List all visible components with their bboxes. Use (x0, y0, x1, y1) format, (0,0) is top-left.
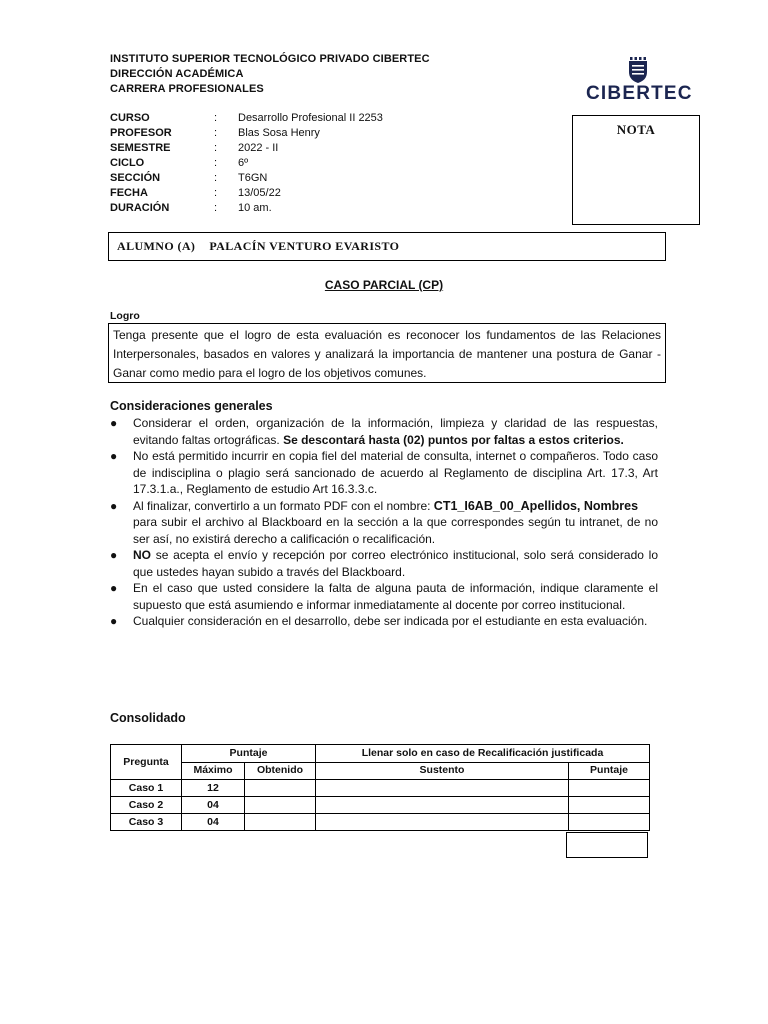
list-item (110, 547, 658, 580)
exam-title-text: CASO PARCIAL (CP) (324, 278, 444, 292)
considerations-list (110, 415, 658, 630)
row-puntaje (569, 797, 650, 814)
item-text: Al finalizar, convertirlo a un formato PDF con el nombre: (133, 498, 434, 513)
list-item (110, 415, 658, 448)
table-header-row (111, 745, 650, 763)
bullet-icon: ● (110, 581, 118, 595)
logo-text: CIBERTEC (586, 83, 693, 104)
logro-text: Tenga presente que el logro de esta evaluación es reconocer los fundamentos de las Relaciones Interpersonales, basados en valores y analizará la importancia de mantener una postura de Ganar - Ganar como medio para el logro de los objetivos comunes. (108, 323, 666, 383)
info-separator: : (214, 112, 218, 124)
item-text-bold: Se descontará hasta (02) puntos por faltas a estos criterios. (283, 432, 624, 447)
career-name: CARRERA PROFESIONALES (110, 83, 264, 95)
info-separator: : (214, 127, 218, 139)
row-obtenido (245, 780, 316, 797)
item-text: Considerar el orden, organización de la información, limpieza y claridad de las respuestas, evitando faltas ortográficas. (133, 416, 658, 447)
item-text: Cualquier consideración en el desarrollo, debe ser indicada por el estudiante en esta evaluación. (133, 614, 648, 628)
info-separator: : (214, 202, 218, 214)
list-item (110, 498, 658, 548)
col-puntaje: Puntaje (182, 745, 316, 763)
table-subheader-row (111, 762, 650, 780)
col-recalificacion: Llenar solo en caso de Recalificación justificada (316, 745, 650, 763)
row-obtenido (245, 814, 316, 831)
bullet-icon: ● (110, 548, 118, 562)
row-sustento (316, 797, 569, 814)
info-label: SEMESTRE (110, 142, 171, 154)
row-pregunta: Caso 2 (111, 797, 182, 814)
item-text: No está permitido incurrir en copia fiel del material de consulta, internet o compañeros. Todo caso de indisciplina o plagio será sancionado de acuerdo al Reglamento de disciplina Art. 17.3, Art 17.3.1.a., Reglamento de estudio Art 16.3.3.c. (133, 449, 658, 496)
file-name: CT1_I6AB_00_Apellidos, Nombres (433, 498, 639, 513)
info-value: Blas Sosa Henry (238, 127, 320, 139)
score-table (110, 744, 650, 831)
col-obtenido: Obtenido (245, 762, 316, 780)
row-puntaje (569, 814, 650, 831)
col-maximo: Máximo (182, 762, 245, 780)
info-value: 2022 - II (238, 142, 279, 154)
list-item (110, 448, 658, 498)
nota-label: NOTA (616, 122, 656, 137)
nota-box (572, 115, 700, 225)
info-label: CICLO (110, 157, 145, 169)
table-row (111, 780, 650, 797)
item-text-bold: NO (133, 548, 151, 562)
col-puntaje-recal: Puntaje (569, 762, 650, 780)
student-name: PALACÍN VENTURO EVARISTO (209, 239, 400, 253)
info-value: 13/05/22 (238, 187, 281, 199)
list-item (110, 613, 658, 630)
info-label: FECHA (110, 187, 148, 199)
row-sustento (316, 814, 569, 831)
crest-icon (626, 56, 650, 84)
row-maximo: 04 (182, 814, 245, 831)
row-obtenido (245, 797, 316, 814)
row-sustento (316, 780, 569, 797)
bullet-icon: ● (110, 498, 118, 513)
logro-label: Logro (110, 310, 140, 322)
info-separator: : (214, 187, 218, 199)
direction-name: DIRECCIÓN ACADÉMICA (110, 68, 244, 80)
info-label: CURSO (110, 112, 150, 124)
row-maximo: 12 (182, 780, 245, 797)
student-label: ALUMNO (A) (117, 239, 196, 253)
row-pregunta: Caso 3 (111, 814, 182, 831)
exam-title (0, 278, 768, 292)
institution-name: INSTITUTO SUPERIOR TECNOLÓGICO PRIVADO CIBERTEC (110, 53, 430, 65)
info-label: SECCIÓN (110, 172, 161, 184)
info-value: 10 am. (238, 202, 272, 214)
list-item (110, 580, 658, 613)
total-score-cell (566, 832, 648, 858)
info-separator: : (214, 142, 218, 154)
row-maximo: 04 (182, 797, 245, 814)
info-value: Desarrollo Profesional II 2253 (238, 112, 383, 124)
student-box (108, 232, 666, 261)
item-text: En el caso que usted considere la falta de alguna pauta de información, indique claramente el supuesto que está asumiendo e informar inmediatamente al docente por correo institucional. (133, 581, 658, 612)
item-text-cont: para subir el archivo al Blackboard en la sección a la que correspondes según tu intranet, de no ser así, no existirá derecho a calificación o recalificación. (133, 515, 658, 546)
institution-header (110, 52, 430, 97)
cibertec-logo (586, 56, 693, 106)
info-separator: : (214, 157, 218, 169)
col-sustento: Sustento (316, 762, 569, 780)
info-label: DURACIÓN (110, 202, 170, 214)
bullet-icon: ● (110, 449, 118, 463)
info-separator: : (214, 172, 218, 184)
info-label: PROFESOR (110, 127, 172, 139)
info-value: 6º (238, 157, 249, 169)
row-pregunta: Caso 1 (111, 780, 182, 797)
table-row (111, 797, 650, 814)
col-pregunta: Pregunta (111, 745, 182, 780)
consolidado-heading: Consolidado (110, 711, 186, 725)
bullet-icon: ● (110, 614, 118, 628)
row-puntaje (569, 780, 650, 797)
info-value: T6GN (238, 172, 268, 184)
table-row (111, 814, 650, 831)
item-text: se acepta el envío y recepción por correo electrónico institucional, solo será considerado lo que ustedes hayan subido a través del Blackboard. (133, 548, 658, 579)
bullet-icon: ● (110, 416, 118, 430)
considerations-heading: Consideraciones generales (110, 399, 273, 413)
